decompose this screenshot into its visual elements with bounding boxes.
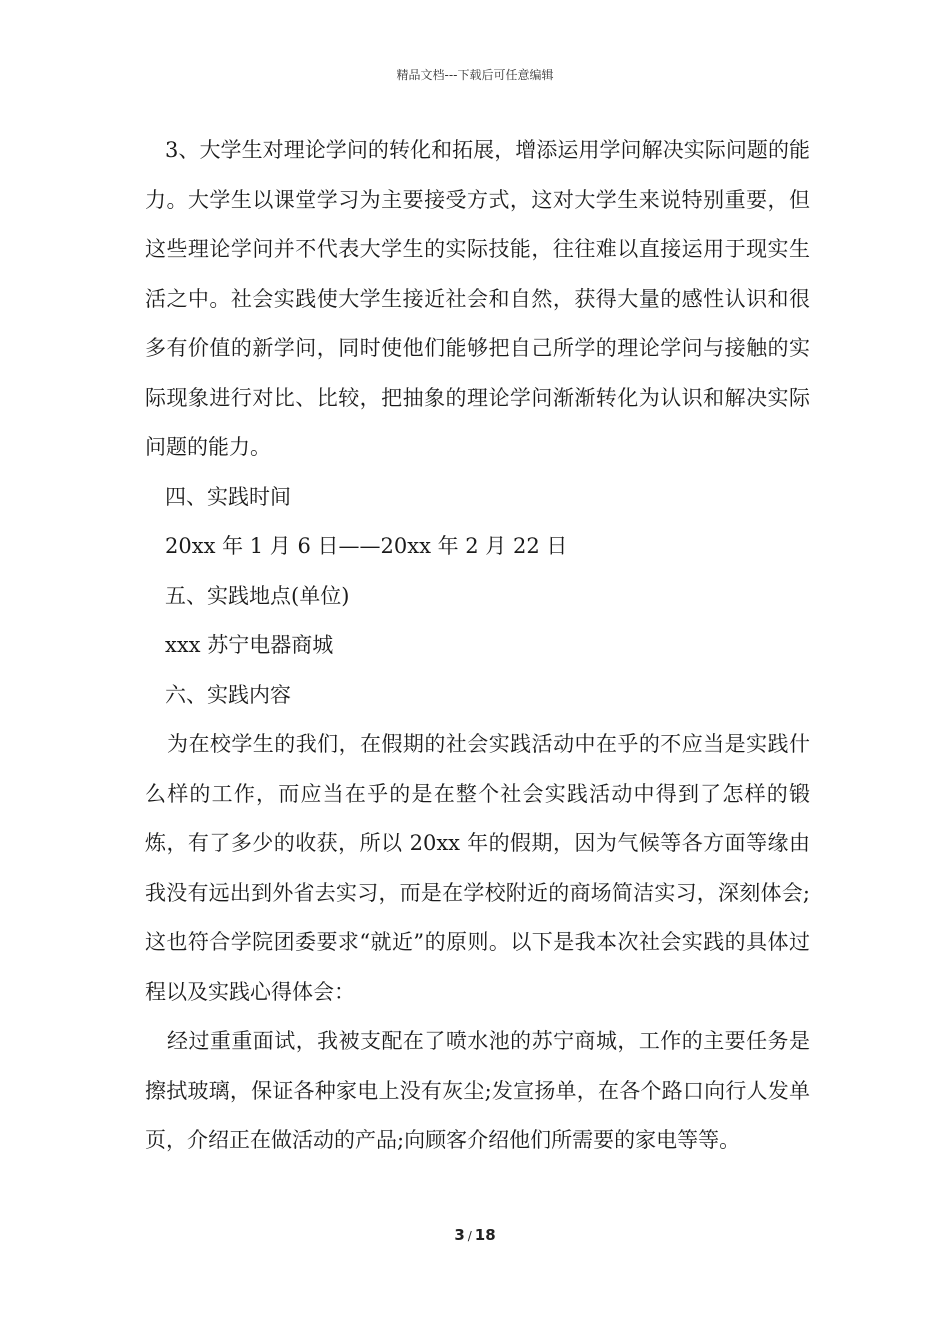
current-page-number: 3 — [454, 1226, 465, 1244]
practice-time-range: 20xx 年 1 月 6 日——20xx 年 2 月 22 日 — [165, 534, 568, 558]
page-number — [0, 1226, 950, 1244]
document-body — [145, 126, 810, 1166]
page-separator: / — [467, 1229, 472, 1243]
paragraph-practice-intro: 为在校学生的我们，在假期的社会实践活动中在乎的不应当是实践什么样的工作，而应当在乎的是在整个社会实践活动中得到了怎样的锻炼，有了多少的收获，所以 20xx 年的假期，因为气候等各方面等缘由我没有远出到外省去实习，而是在学校附近的商场简洁实习，深刻体会;这也符合学院团委要求“就近”的原则。以下是我本次社会实践的具体过程以及实践心得体会： — [145, 732, 810, 1004]
page-header: 精品文档---下载后可任意编辑 — [396, 68, 554, 82]
practice-location: xxx 苏宁电器商城 — [165, 633, 334, 657]
heading-practice-content: 六、实践内容 — [165, 682, 291, 707]
paragraph-theory-transformation: 3、大学生对理论学问的转化和拓展，增添运用学问解决实际问题的能力。大学生以课堂学习为主要接受方式，这对大学生来说特别重要，但这些理论学问并不代表大学生的实际技能，往往难以直接运用于现实生活之中。社会实践使大学生接近社会和自然，获得大量的感性认识和很多有价值的新学问，同时使他们能够把自己所学的理论学问与接触的实际现象进行对比、比较，把抽象的理论学问渐渐转化为认识和解决实际问题的能力。 — [145, 138, 810, 459]
heading-practice-time: 四、实践时间 — [165, 484, 291, 509]
heading-practice-location: 五、实践地点(单位) — [165, 583, 350, 608]
total-pages-number: 18 — [474, 1226, 496, 1244]
paragraph-work-tasks: 经过重重面试，我被支配在了喷水池的苏宁商城，工作的主要任务是擦拭玻璃，保证各种家电上没有灰尘;发宣扬单，在各个路口向行人发单页，介绍正在做活动的产品;向顾客介绍他们所需要的家电等等。 — [145, 1029, 810, 1152]
